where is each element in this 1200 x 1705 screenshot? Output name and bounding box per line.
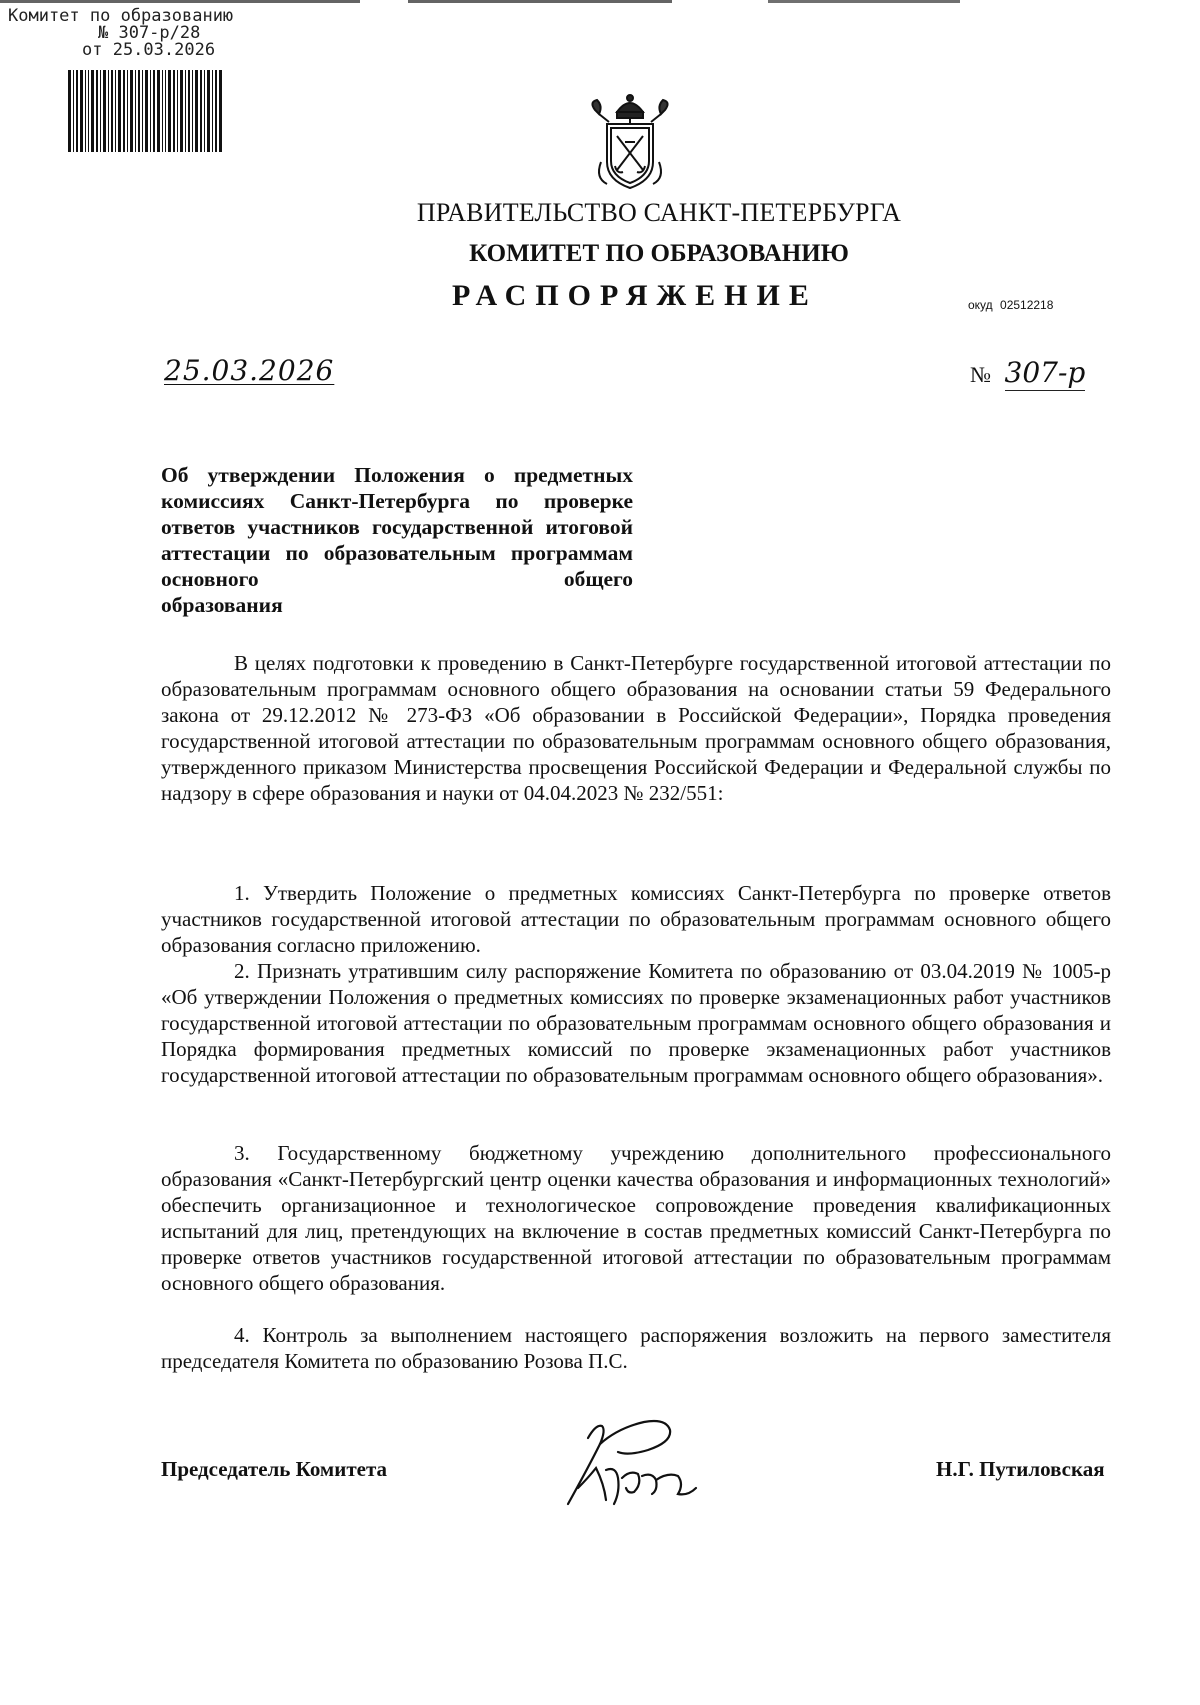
scan-edge-line — [0, 0, 1200, 3]
document-type: РАСПОРЯЖЕНИЕ — [452, 279, 818, 312]
number-value: 307-р — [1004, 356, 1086, 389]
stamp-date: от 25.03.2026 — [82, 40, 216, 60]
document-number — [970, 356, 1085, 389]
okud-code — [968, 298, 1053, 312]
signatory-title: Председатель Комитета — [161, 1457, 388, 1481]
subject-last-line: образования — [161, 593, 283, 617]
okud-label: окуд — [968, 298, 993, 312]
barcode-icon — [68, 70, 222, 152]
signatory-name: Н.Г. Путиловская — [936, 1457, 1105, 1481]
saint-petersburg-coat-of-arms-icon — [587, 92, 673, 192]
registration-stamp — [4, 8, 284, 59]
document-date: 25.03.2026 — [164, 354, 335, 387]
government-title: ПРАВИТЕЛЬСТВО САНКТ-ПЕТЕРБУРГА — [416, 198, 902, 227]
okud-number: 02512218 — [1000, 298, 1054, 312]
item-3-paragraph: 3. Государственному бюджетному учреждению дополнительного профессионального образования «Санкт-Петербургский центр оценки качества образования и информационных технологий» обеспечить организационное и технологическое сопровождение проведения квалификационных испытаний для лиц, претендующих на включение в состав предметных комиссий Санкт-Петербурга по проверке ответов участников государственной итоговой аттестации по образовательным программам основного общего образования. — [161, 1141, 1111, 1295]
handwritten-signature — [548, 1408, 708, 1518]
stamp-number: № 307-р/28 — [98, 23, 201, 43]
item-4-paragraph: 4. Контроль за выполнением настоящего распоряжения возложить на первого заместителя председателя Комитета по образованию Розова П.С. — [161, 1323, 1111, 1373]
item-1-paragraph: 1. Утвердить Положение о предметных комиссиях Санкт-Петербурга по проверке ответов участников государственной итоговой аттестации по образовательным программам основного общего образования согласно приложению. — [161, 881, 1111, 957]
preamble-paragraph: В целях подготовки к проведению в Санкт-Петербурге государственной итоговой аттестации по образовательным программам основного общего образования на основании статьи 59 Федерального закона от 29.12.2012 № 273-ФЗ «Об образовании в Российской Федерации», Порядка проведения государственной итоговой аттестации по образовательным программам основного общего образования, утвержденного приказом Министерства просвещения Российской Федерации и Федеральной службы по надзору в сфере образования и науки от 04.04.2023 № 232/551: — [161, 651, 1111, 805]
item-2-paragraph: 2. Признать утратившим силу распоряжение Комитета по образованию от 03.04.2019 № 1005-р «Об утверждении Положения о предметных комиссиях по проверке экзаменационных работ участников государственной итоговой аттестации по образовательным программам основного общего образования и Порядка формирования предметных комиссий по проверке экзаменационных работ участников государственной итоговой аттестации по образовательным программам основного общего образования». — [161, 959, 1111, 1087]
committee-title: КОМИТЕТ ПО ОБРАЗОВАНИЮ — [469, 240, 849, 267]
number-prefix: № — [970, 362, 991, 387]
document-subject — [161, 462, 633, 618]
stamp-organization: Комитет по образованию — [8, 6, 234, 26]
subject-text: Об утверждении Положения о предметных комиссиях Санкт-Петербурга по проверке ответов участников государственной итоговой аттестации по образовательным программам основного общего — [161, 463, 633, 591]
